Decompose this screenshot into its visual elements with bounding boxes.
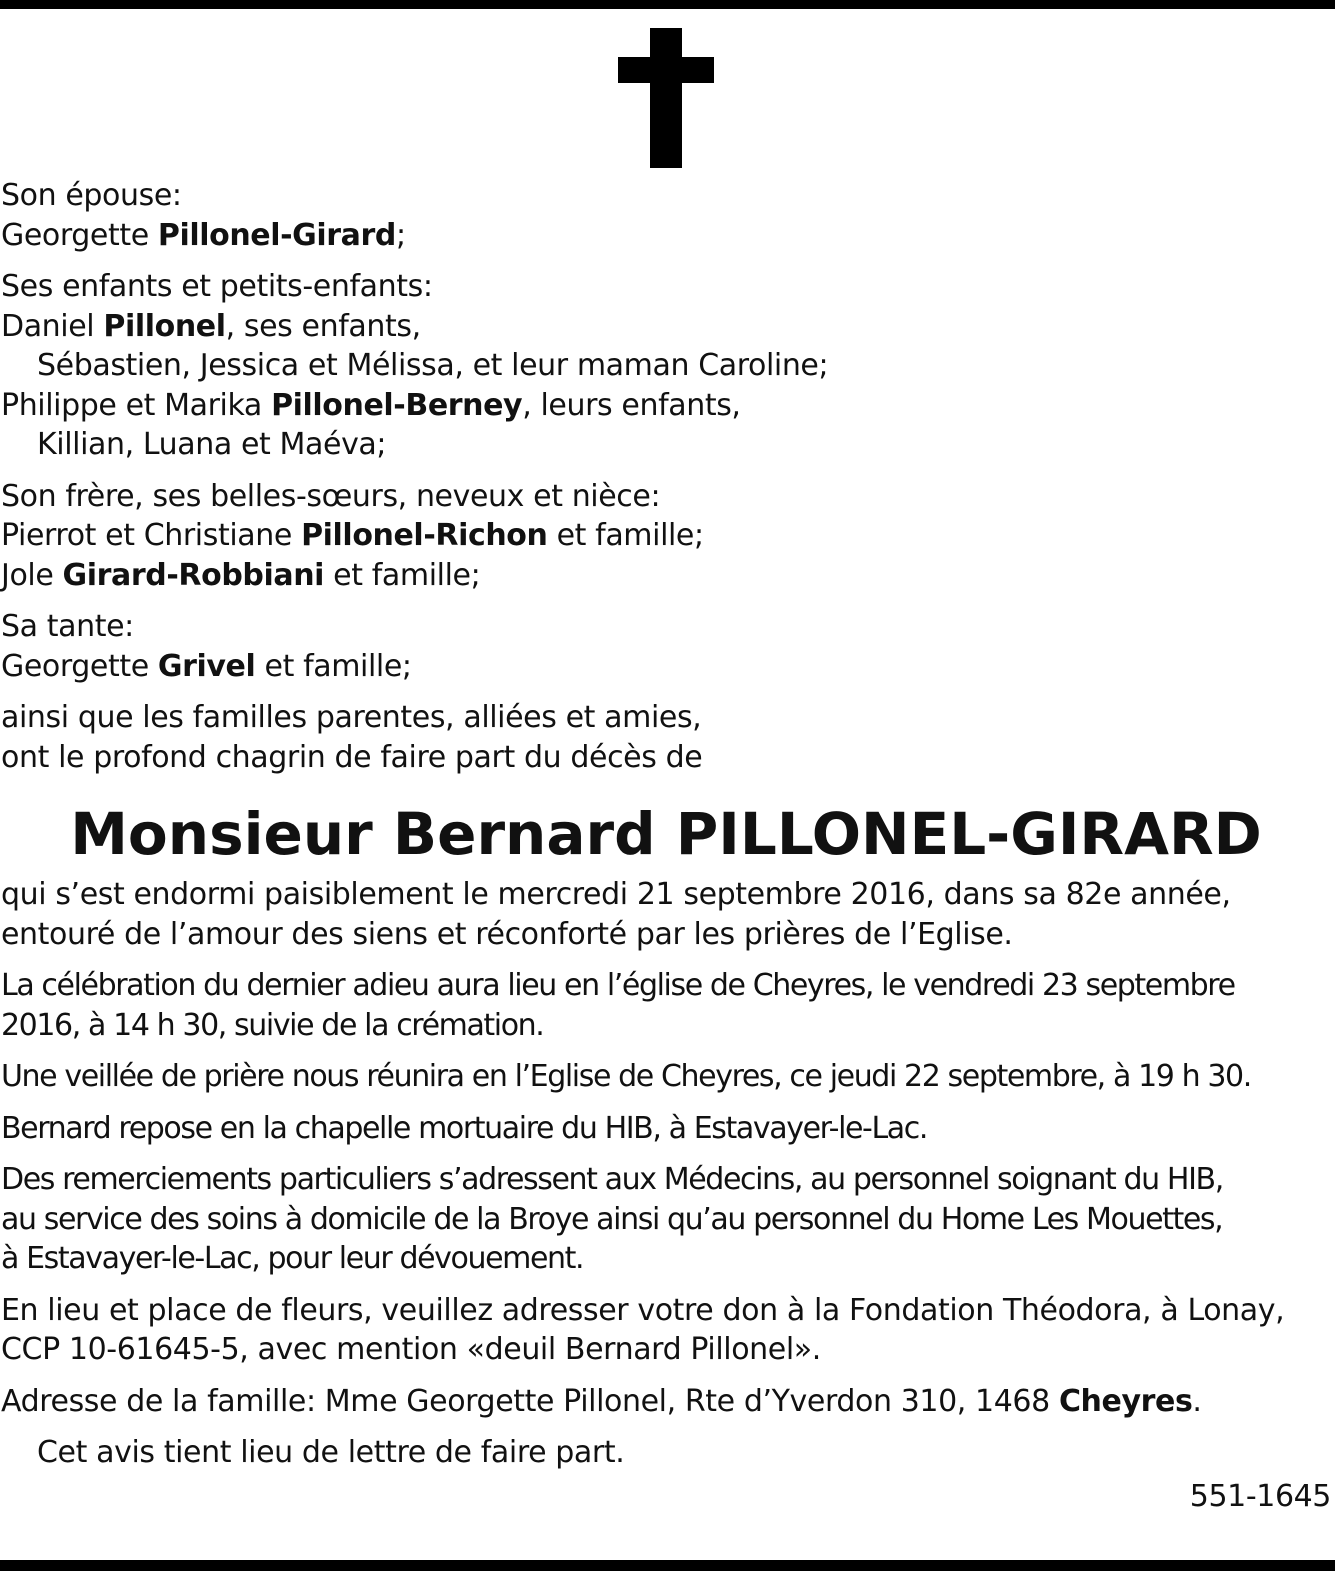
deceased-name: Monsieur Bernard PILLONEL-GIRARD [70,800,1262,868]
vigil-line: Une veillée de prière nous réunira en l’Eglise de Cheyres, ce jeudi 22 septembre, à 19 h 30. [1,1059,1251,1094]
child-2-suffix: , leurs enfants, [522,387,741,423]
address-town: Cheyres [1058,1383,1193,1419]
thanks-line-2: au service des soins à domicile de la Broye ainsi qu’au personnel du Home Les Mouettes, [1,1201,1223,1237]
top-border [0,0,1335,9]
ceremony-line-2: 2016, à 14 h 30, suivie de la crémation. [1,1007,544,1043]
children-line-3 [1,386,1331,426]
obituary-text [1,176,1331,1516]
sister-in-law-suffix: et famille; [324,557,481,593]
children-section [1,267,1331,465]
rests-line: Bernard repose en la chapelle mortuaire du HIB, à Estavayer-le-Lac. [1,1110,928,1146]
children-line-1 [1,307,1331,347]
child-2-first-name: Philippe et Marika [1,387,262,423]
aunt-last-name: Grivel [157,648,256,684]
aunt-section [1,607,1331,686]
spouse-heading: Son épouse: [1,178,182,213]
announcement-line-1: ainsi que les familles parentes, alliées et amies, [1,700,702,735]
spouse-suffix: ; [396,217,406,253]
aunt-suffix: et famille; [255,648,412,684]
child-1-suffix: , ses enfants, [225,308,421,344]
sister-in-law-first-name: Jole [1,557,54,593]
children-heading: Ses enfants et petits-enfants: [1,269,433,304]
children-line-4: Killian, Luana et Maéva; [37,427,387,462]
reference-number: 551-1645 [1189,1478,1331,1514]
announcement-line-2: ont le profond chagrin de faire part du décès de [1,739,703,775]
siblings-line-1 [1,516,1331,556]
ceremony-line-1: La célébration du dernier adieu aura lieu en l’église de Cheyres, le vendredi 23 septembre [1,968,1235,1003]
siblings-heading: Son frère, ses belles-sœurs, neveux et nièce: [1,478,661,514]
spouse-first-name: Georgette [1,217,149,253]
aunt-heading: Sa tante: [1,609,134,644]
donation-line-2: CCP 10-61645-5, avec mention «deuil Bernard Pillonel». [1,1332,821,1367]
address-line [1,1382,1331,1422]
rests-section [1,1109,1331,1149]
thanks-line-3: à Estavayer-le-Lac, pour leur dévouement. [1,1241,584,1276]
address-suffix: . [1192,1383,1202,1419]
sister-in-law-last-name: Girard-Robbiani [62,557,325,593]
siblings-line-2 [1,556,1331,596]
notice-line: Cet avis tient lieu de lettre de faire part. [37,1435,625,1470]
address-section [1,1382,1331,1422]
sibling-suffix: et famille; [547,518,704,553]
thanks-line-1: Des remerciements particuliers s’adressent aux Médecins, au personnel soignant du HIB, [1,1162,1223,1197]
sibling-first-name: Pierrot et Christiane [1,518,292,553]
child-1-first-name: Daniel [1,308,95,344]
bottom-border [0,1560,1335,1571]
passing-line-2: entouré de l’amour des siens et réconforté par les prières de l’Eglise. [1,916,1013,952]
spouse-line [1,216,1331,256]
address-prefix: Adresse de la famille: Mme Georgette Pillonel, Rte d’Yverdon 310, 1468 [1,1383,1059,1419]
thanks-section [1,1160,1331,1279]
announcement-section [1,698,1331,777]
passing-section [1,875,1331,954]
aunt-line [1,647,1331,687]
child-2-last-name: Pillonel-Berney [271,387,523,423]
children-line-2: Sébastien, Jessica et Mélissa, et leur maman Caroline; [37,348,829,383]
passing-line-1: qui s’est endormi paisiblement le mercredi 21 septembre 2016, dans sa 82e année, [1,877,1231,912]
spouse-section [1,176,1331,255]
sibling-last-name: Pillonel-Richon [301,518,548,553]
vigil-section [1,1057,1331,1097]
notice-section [1,1433,1331,1516]
child-1-last-name: Pillonel [103,308,226,344]
spouse-last-name: Pillonel-Girard [157,217,396,253]
aunt-first-name: Georgette [1,648,149,684]
donation-section [1,1291,1331,1370]
ceremony-section [1,966,1331,1045]
donation-line-1: En lieu et place de fleurs, veuillez adresser votre don à la Fondation Théodora, à Lonay, [1,1292,1285,1328]
siblings-section [1,477,1331,596]
